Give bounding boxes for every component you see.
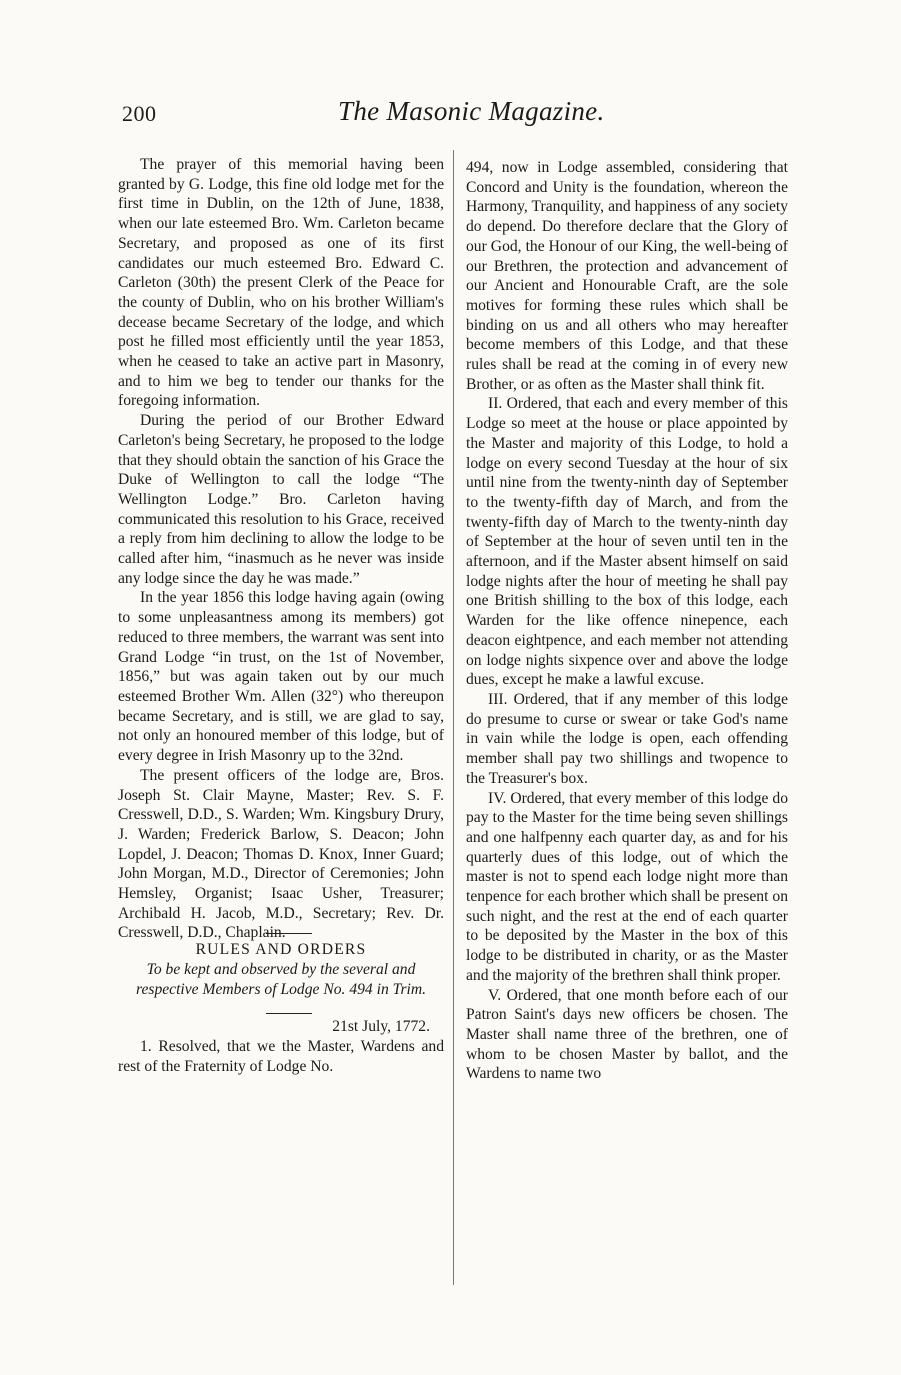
left-column [118, 155, 444, 1076]
paragraph: III. Ordered, that if any member of this lodge do presume to curse or swear or take God's name in vain while the lodge is open, each offending member shall pay two shillings and twopence to the Treasurer's box. [466, 690, 788, 787]
paragraph: The present officers of the lodge are, Bros. Joseph St. Clair Mayne, Master; Rev. S. F. Cresswell, D.D., S. Warden; Wm. Kingsbury Drury, J. Warden; Frederick Barlow, S. Deacon; John Lopdel, J. Deacon; Thomas D. Knox, Inner Guard; John Morgan, M.D., Director of Ceremonies; John Hemsley, Organist; Isaac Usher, Treasurer; Archibald H. Jacob, M.D., Secretary; Rev. Dr. Cresswell, D.D., Chaplain. [118, 766, 444, 942]
section-subtitle: To be kept and observed by the several and respective Members of Lodge No. 494 in Trim. [135, 960, 427, 998]
running-title: The Masonic Magazine. [338, 96, 605, 126]
column-divider [453, 150, 454, 1285]
right-column [466, 158, 788, 1084]
paragraph: In the year 1856 this lodge having again (owing to some unpleasantness among its members) got reduced to three members, the warrant was sent into Grand Lodge “in trust, on the 1st of November, 1856,” but was again taken out by our much esteemed Brother Wm. Allen (32°) who thereupon became Secretary, and is still, we are glad to say, not only an honoured member of this lodge, but of every degree in Irish Masonry up to the 32nd. [118, 589, 444, 765]
section-heading: RULES AND ORDERS [195, 941, 367, 959]
paragraph: The prayer of this memorial having been granted by G. Lodge, this fine old lodge met for the first time in Dublin, on the 12th of June, 1838, when our late esteemed Bro. Wm. Carleton became Secretary, and proposed as one of its first candidates our much esteemed Bro. Edward C. Carleton (30th) the present Clerk of the Peace for the county of Dublin, who on his brother William's decease became Secretary of the lodge, and which post he filled most efficiently until the year 1853, when he ceased to take an active part in Masonry, and to him we beg to tender our thanks for the foregoing information. [118, 156, 444, 410]
paragraph: During the period of our Brother Edward Carleton's being Secretary, he proposed to the lodge that they should obtain the sanction of his Grace the Duke of Wellington to call the lodge “The Wellington Lodge.” Bro. Carleton having communicated this resolution to his Grace, received a reply from him declining to allow the lodge to be called after him, “inasmuch as he never was inside any lodge since the day he was made.” [118, 412, 444, 587]
date-line: 21st July, 1772. [332, 1018, 430, 1036]
section-divider [266, 1013, 312, 1014]
page-number: 200 [122, 101, 157, 126]
paragraph: IV. Ordered, that every member of this lodge do pay to the Master for the time being seven shillings and one halfpenny each quarter day, as and for his quarterly dues of this lodge, out of which the master is not to spend each lodge night more than tenpence for each brother which shall be present on such night, and the rest at the end of each quarter to be deposited by the Master in the box of this lodge to be distributed in charity, or as the Master and the majority of the brethren shall think proper. [466, 789, 788, 984]
paragraph: 494, now in Lodge assembled, considering that Concord and Unity is the foundation, whereon the Harmony, Tranquility, and happiness of any society do depend. Do therefore declare that the Glory of our God, the Honour of our King, the well-being of our Brethren, the protection and advancement of our Ancient and Honourable Craft, are the sole motives for forming these rules which shall be binding on us and all others who may hereafter become members of this Lodge, and that these rules shall be read at the coming in of every new Brother, or as often as the Master shall think fit. [466, 159, 788, 393]
paragraph: 1. Resolved, that we the Master, Wardens and rest of the Fraternity of Lodge No. [118, 1037, 444, 1075]
paragraph: II. Ordered, that each and every member of this Lodge so meet at the house or place appointed by the Master and majority of this Lodge, to hold a lodge on every second Tuesday at the hour of six until nine from the twenty-ninth day of September to the twenty-fifth day of March, and from the twenty-fifth day of March to the twenty-ninth day of September at the hour of seven until ten in the afternoon, and if the Master absent himself on said lodge nights after the hour of meeting he shall pay one British shilling to the box of this lodge, each Warden for the like offence ninepence, each deacon eightpence, and each member not attending on lodge nights sixpence over and above the lodge dues, except he make a lawful excuse. [466, 395, 788, 689]
paragraph: V. Ordered, that one month before each of our Patron Saint's days new officers be chosen. The Master shall name three of the brethren, one of whom to be chosen Master by ballot, and the Wardens to name two [466, 986, 788, 1083]
